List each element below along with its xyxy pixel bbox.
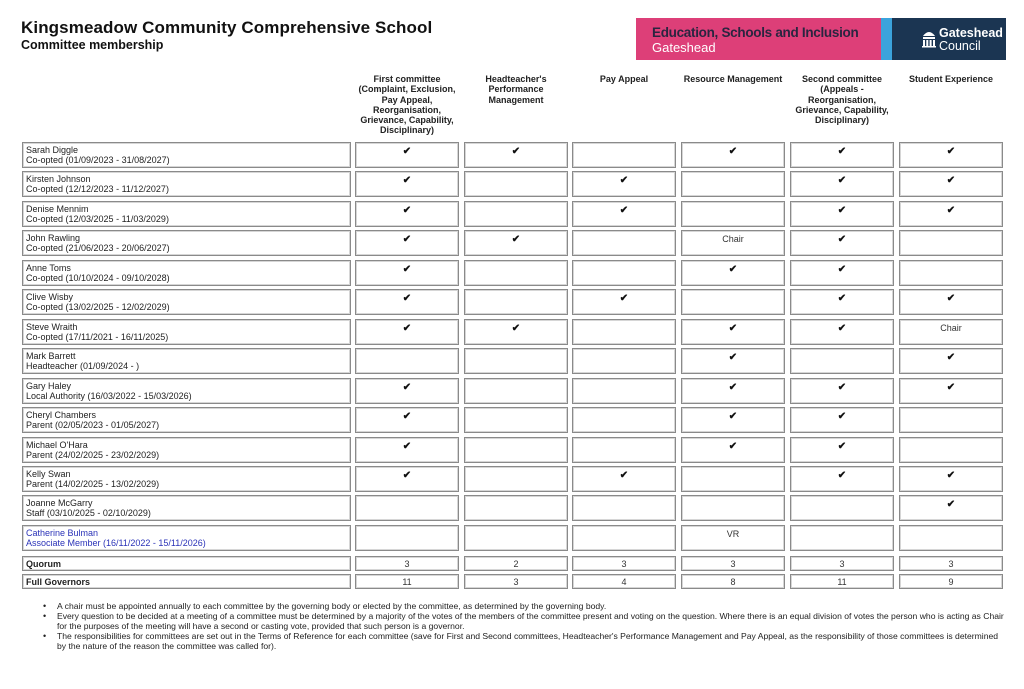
banner-education-title: Education, Schools and Inclusion [652,25,859,40]
member-role: Parent (14/02/2025 - 13/02/2029) [26,479,160,490]
member-name-cell [22,466,351,492]
member-name-cell [22,171,351,197]
member-role: Headteacher (01/09/2024 - ) [26,361,140,372]
checkmark-icon: ✔ [619,205,629,216]
membership-cell [790,289,894,315]
membership-cell [464,495,568,521]
member-role: Co-opted (13/02/2025 - 12/02/2029) [26,302,170,313]
member-name: Mark Barrett [26,351,76,361]
membership-cell [464,525,568,551]
checkmark-icon: ✔ [946,175,956,186]
membership-cell [681,142,785,168]
membership-cell [899,378,1003,404]
membership-cell [355,348,459,374]
page-subtitle: Committee membership [21,38,164,52]
civic-building-icon [922,28,936,48]
membership-cell [681,319,785,345]
membership-role-text: Chair [722,234,744,244]
member-name: Steve Wraith [26,322,78,332]
membership-cell [790,171,894,197]
membership-cell [572,260,676,286]
quorum-value: 3 [355,556,459,571]
council-name-line2: Council [939,39,981,53]
member-role: Co-opted (12/12/2023 - 11/12/2027) [26,184,169,195]
member-name: Michael O'Hara [26,440,88,450]
membership-cell [899,230,1003,256]
member-role: Co-opted (21/06/2023 - 20/06/2027) [26,243,170,254]
checkmark-icon: ✔ [511,323,521,334]
council-name-line1: Gateshead [939,26,1003,40]
membership-cell [681,466,785,492]
checkmark-icon: ✔ [946,382,956,393]
member-name: Denise Mennim [26,204,89,214]
membership-cell [681,260,785,286]
checkmark-icon: ✔ [728,146,738,157]
membership-cell [790,407,894,433]
checkmark-icon: ✔ [837,146,847,157]
member-role: Co-opted (10/10/2024 - 09/10/2028) [26,273,170,284]
checkmark-icon: ✔ [402,323,412,334]
membership-cell [790,378,894,404]
membership-cell [790,142,894,168]
checkmark-icon: ✔ [619,293,629,304]
checkmark-icon: ✔ [728,264,738,275]
membership-cell [355,525,459,551]
member-role: Local Authority (16/03/2022 - 15/03/2026) [26,391,192,402]
membership-cell [899,260,1003,286]
membership-cell [899,495,1003,521]
membership-cell [355,407,459,433]
membership-cell [790,466,894,492]
membership-cell [681,230,785,256]
note-item: • A chair must be appointed annually to each committee by the governing body or elected by the committee, as determined by the governing body. [43,601,1008,611]
membership-cell [464,171,568,197]
full-governors-value: 4 [572,574,676,589]
membership-cell [355,201,459,227]
membership-cell [355,378,459,404]
membership-cell [572,230,676,256]
membership-cell [355,466,459,492]
full-governors-value: 8 [681,574,785,589]
note-item: • Every question to be decided at a meeting of a committee must be determined by a majority of the votes of the members of the committee present and voting on the question. Where there is an equal division of votes the person who is acting as Chair for the purposes of the meeting will have a second or casting vote, provided that such person is a governor. [43,611,1008,631]
full-governors-value: 9 [899,574,1003,589]
checkmark-icon: ✔ [837,323,847,334]
membership-cell [572,407,676,433]
checkmark-icon: ✔ [837,205,847,216]
membership-cell [464,466,568,492]
note-item: • The responsibilities for committees are set out in the Terms of Reference for each committee (save for First and Second committees, Headteacher's Performance Management and Pay Appeal, as the responsibility of those committees is determined by the nature of the reason the committee was called for). [43,631,1008,651]
membership-cell [464,348,568,374]
member-name: Anne Toms [26,263,71,273]
membership-cell [464,378,568,404]
membership-cell [355,319,459,345]
membership-cell [355,142,459,168]
quorum-value: 3 [790,556,894,571]
checkmark-icon: ✔ [402,441,412,452]
column-header: Resource Management [683,74,783,84]
member-name: Kirsten Johnson [26,174,91,184]
member-name: Sarah Diggle [26,145,79,155]
membership-cell [790,525,894,551]
member-role: Parent (02/05/2023 - 01/05/2027) [26,420,160,431]
membership-cell [681,525,785,551]
checkmark-icon: ✔ [728,441,738,452]
member-name-cell [22,437,351,463]
banner-education-subtitle: Gateshead [652,40,716,55]
member-role: Co-opted (17/11/2021 - 16/11/2025) [26,332,169,343]
membership-cell [572,171,676,197]
membership-cell [464,201,568,227]
membership-cell [899,319,1003,345]
membership-cell [681,407,785,433]
member-name-cell [22,142,351,168]
column-header: Headteacher's Performance Management [485,74,547,105]
checkmark-icon: ✔ [837,175,847,186]
membership-cell [899,171,1003,197]
membership-cell [464,260,568,286]
checkmark-icon: ✔ [511,146,521,157]
member-name: Kelly Swan [26,469,71,479]
membership-cell [572,525,676,551]
checkmark-icon: ✔ [837,470,847,481]
member-name: Gary Haley [26,381,72,391]
member-name: John Rawling [26,233,81,243]
member-name-cell [22,230,351,256]
membership-cell [681,495,785,521]
membership-cell [355,260,459,286]
column-header: First committee (Complaint, Exclusion, Pay Appeal, Reorganisation, Grievance, Capability, Disciplinary) [358,74,456,136]
banner-accent-stripe [881,18,892,60]
checkmark-icon: ✔ [837,411,847,422]
membership-cell [899,201,1003,227]
checkmark-icon: ✔ [402,293,412,304]
membership-cell [790,437,894,463]
membership-cell [464,437,568,463]
checkmark-icon: ✔ [946,205,956,216]
membership-cell [899,407,1003,433]
membership-cell [572,495,676,521]
membership-cell [899,348,1003,374]
member-name-cell [22,378,351,404]
banner-education-panel [636,18,881,60]
membership-cell [681,348,785,374]
membership-cell [790,495,894,521]
checkmark-icon: ✔ [837,293,847,304]
membership-cell [355,171,459,197]
checkmark-icon: ✔ [402,234,412,245]
membership-cell [572,201,676,227]
member-name: Clive Wisby [26,292,74,302]
full-governors-value: 3 [464,574,568,589]
membership-cell [790,260,894,286]
membership-cell [572,142,676,168]
membership-role-text: Chair [940,323,962,333]
member-role: Staff (03/10/2025 - 02/10/2029) [26,508,151,519]
membership-cell [790,348,894,374]
member-name-cell [22,319,351,345]
checkmark-icon: ✔ [402,264,412,275]
checkmark-icon: ✔ [946,146,956,157]
membership-cell [464,319,568,345]
checkmark-icon: ✔ [837,441,847,452]
membership-cell [464,289,568,315]
quorum-value: 3 [681,556,785,571]
member-name: Catherine Bulman [26,528,99,538]
checkmark-icon: ✔ [402,175,412,186]
member-name-cell [22,260,351,286]
membership-cell [572,378,676,404]
council-banner [636,18,1006,60]
notes-list [43,601,1008,651]
membership-cell [899,466,1003,492]
membership-cell [899,437,1003,463]
quorum-value: 2 [464,556,568,571]
full-governors-label: Full Governors [22,574,351,589]
checkmark-icon: ✔ [837,234,847,245]
checkmark-icon: ✔ [402,470,412,481]
member-name: Cheryl Chambers [26,410,97,420]
member-role: Associate Member (16/11/2022 - 15/11/2026) [26,538,206,549]
membership-cell [790,319,894,345]
member-role: Co-opted (12/03/2025 - 11/03/2029) [26,214,169,225]
membership-cell [355,289,459,315]
membership-cell [681,201,785,227]
full-governors-value: 11 [790,574,894,589]
full-governors-value: 11 [355,574,459,589]
quorum-value: 3 [899,556,1003,571]
column-header: Pay Appeal [599,74,649,84]
checkmark-icon: ✔ [728,411,738,422]
quorum-value: 3 [572,556,676,571]
membership-cell [355,230,459,256]
checkmark-icon: ✔ [511,234,521,245]
membership-cell [790,201,894,227]
member-name-cell [22,289,351,315]
checkmark-icon: ✔ [837,382,847,393]
member-role: Co-opted (01/09/2023 - 31/08/2027) [26,155,170,166]
membership-role-text: VR [726,529,740,539]
checkmark-icon: ✔ [619,470,629,481]
membership-cell [899,525,1003,551]
member-name-cell [22,201,351,227]
membership-cell [681,437,785,463]
member-name-cell [22,525,351,551]
checkmark-icon: ✔ [619,175,629,186]
membership-cell [681,171,785,197]
checkmark-icon: ✔ [837,264,847,275]
membership-cell [464,407,568,433]
checkmark-icon: ✔ [946,470,956,481]
membership-cell [572,348,676,374]
column-header: Student Experience [908,74,994,84]
membership-cell [681,289,785,315]
membership-cell [572,437,676,463]
membership-cell [355,495,459,521]
checkmark-icon: ✔ [946,293,956,304]
column-header: Second committee (Appeals - Reorganisation, Grievance, Capability, Disciplinary) [795,74,889,126]
checkmark-icon: ✔ [402,382,412,393]
checkmark-icon: ✔ [402,146,412,157]
checkmark-icon: ✔ [402,411,412,422]
checkmark-icon: ✔ [728,323,738,334]
quorum-label: Quorum [22,556,351,571]
membership-cell [899,142,1003,168]
gateshead-council-logo [892,18,1006,60]
membership-cell [355,437,459,463]
checkmark-icon: ✔ [946,352,956,363]
membership-cell [572,466,676,492]
membership-cell [572,319,676,345]
checkmark-icon: ✔ [402,205,412,216]
member-name-cell [22,407,351,433]
checkmark-icon: ✔ [728,352,738,363]
membership-cell [464,142,568,168]
member-name-cell [22,348,351,374]
checkmark-icon: ✔ [728,382,738,393]
member-name: Joanne McGarry [26,498,93,508]
membership-cell [899,289,1003,315]
membership-cell [464,230,568,256]
member-name-cell [22,495,351,521]
member-role: Parent (24/02/2025 - 23/02/2029) [26,450,160,461]
membership-cell [572,289,676,315]
checkmark-icon: ✔ [946,499,956,510]
membership-cell [681,378,785,404]
membership-cell [790,230,894,256]
page-title: Kingsmeadow Community Comprehensive School [21,18,433,37]
